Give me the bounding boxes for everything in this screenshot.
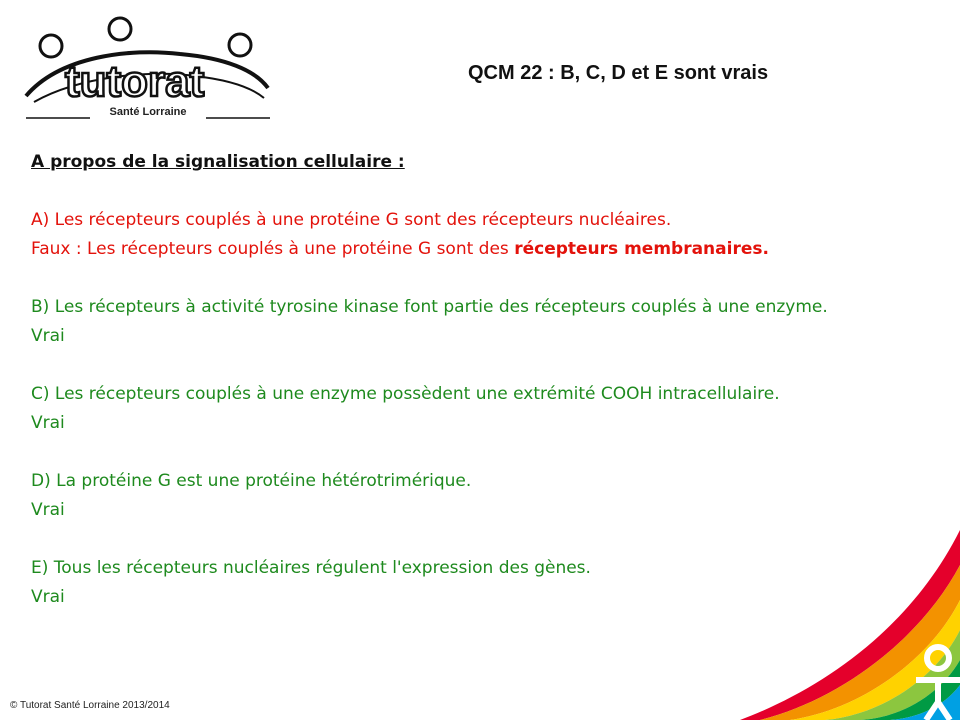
item-e-answer: Vrai [31, 587, 65, 607]
item-a-statement: A) Les récepteurs couplés à une protéine G sont des récepteurs nucléaires. [31, 210, 672, 230]
item-c-statement: C) Les récepteurs couplés à une enzyme possèdent une extrémité COOH intracellulaire. [31, 384, 780, 404]
item-a-answer [31, 235, 931, 264]
logo-wordmark: tutorat [65, 57, 205, 106]
item-d-statement: D) La protéine G est une protéine hétérotrimérique. [31, 471, 472, 491]
logo-subtitle: Santé Lorraine [109, 106, 187, 118]
item-b-answer: Vrai [31, 326, 65, 346]
item-b-statement: B) Les récepteurs à activité tyrosine kinase font partie des récepteurs couplés à une enzyme. [31, 297, 828, 317]
item-e-statement: E) Tous les récepteurs nucléaires régulent l'expression des gènes. [31, 558, 591, 578]
rainbow-swoosh-icon [740, 520, 960, 720]
footer-copyright: © Tutorat Santé Lorraine 2013/2014 [10, 700, 170, 711]
item-d-answer: Vrai [31, 500, 65, 520]
item-a-answer-text: Faux : Les récepteurs couplés à une protéine G sont des [31, 239, 515, 259]
item-a-answer-emphasis: récepteurs membranaires. [514, 239, 769, 259]
rainbow-decoration [740, 520, 960, 720]
tutorat-logo [20, 10, 276, 128]
question-heading: A propos de la signalisation cellulaire : [31, 152, 405, 172]
page-title: QCM 22 : B, C, D et E sont vrais [468, 62, 769, 84]
item-c-answer: Vrai [31, 413, 65, 433]
